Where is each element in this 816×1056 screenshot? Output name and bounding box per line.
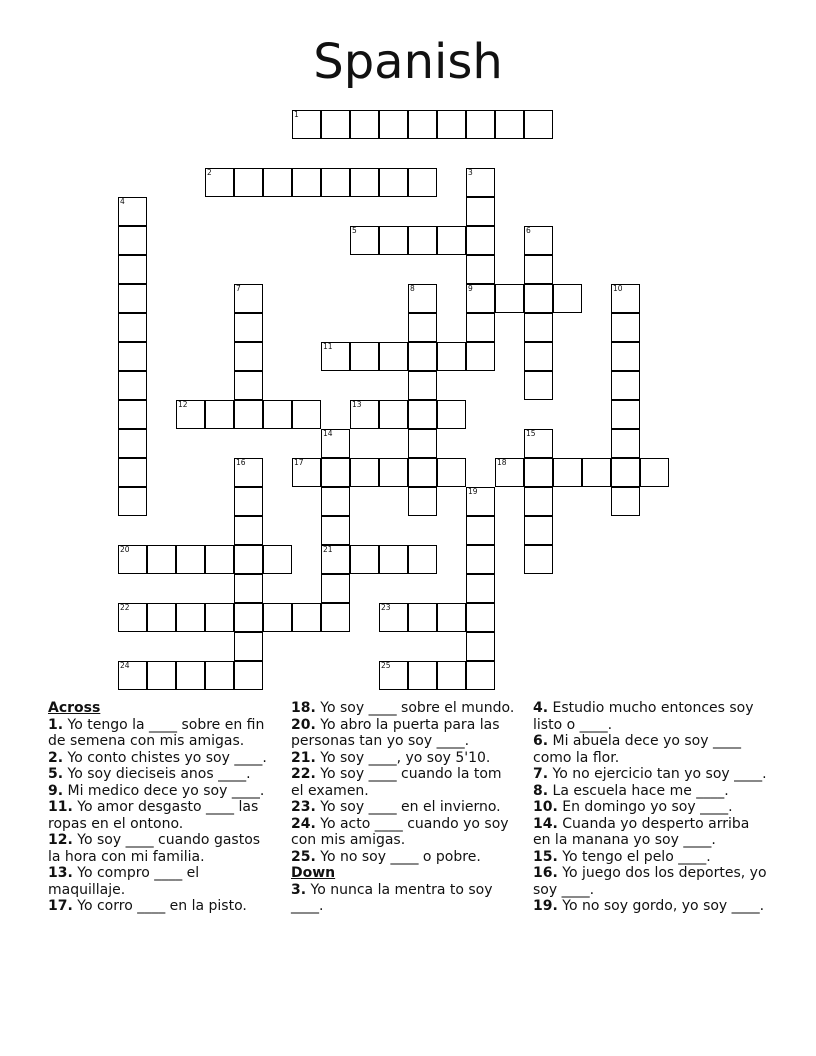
clue-across-17: 17. Yo corro ____ en la pisto. bbox=[48, 898, 247, 914]
grid-cell[interactable] bbox=[234, 487, 263, 516]
cell-number: 17 bbox=[294, 458, 304, 467]
clue-down-14: 14. Cuanda yo desperto arriba en la manana yo soy ____. bbox=[533, 815, 750, 848]
grid-cell[interactable] bbox=[408, 168, 437, 197]
grid-cell[interactable] bbox=[118, 400, 147, 429]
grid-cell[interactable] bbox=[437, 661, 466, 690]
grid-cell[interactable] bbox=[118, 661, 147, 690]
cell-number: 5 bbox=[352, 226, 357, 235]
cell-number: 4 bbox=[120, 197, 125, 206]
grid-cell[interactable] bbox=[408, 603, 437, 632]
grid-cell[interactable] bbox=[118, 342, 147, 371]
grid-cell[interactable] bbox=[118, 255, 147, 284]
grid-cell[interactable] bbox=[611, 400, 640, 429]
grid-cell[interactable] bbox=[205, 168, 234, 197]
grid-cell[interactable] bbox=[437, 603, 466, 632]
grid-cell[interactable] bbox=[408, 110, 437, 139]
grid-cell[interactable] bbox=[379, 110, 408, 139]
grid-cell[interactable] bbox=[118, 226, 147, 255]
clue-across-25: 25. Yo no soy ____ o pobre. bbox=[291, 848, 481, 865]
grid-cell[interactable] bbox=[350, 400, 379, 429]
grid-cell[interactable] bbox=[408, 371, 437, 400]
clues-column-3 bbox=[533, 700, 768, 915]
grid-cell[interactable] bbox=[176, 400, 205, 429]
grid-cell[interactable] bbox=[234, 342, 263, 371]
cell-number: 1 bbox=[294, 110, 299, 119]
grid-cell[interactable] bbox=[611, 284, 640, 313]
clue-across-22: 22. Yo soy ____ cuando la tom el examen. bbox=[291, 766, 502, 799]
grid-cell[interactable] bbox=[495, 110, 524, 139]
clue-across-2: 2. Yo conto chistes yo soy ____. bbox=[48, 749, 267, 766]
clue-down-19: 19. Yo no soy gordo, yo soy ____. bbox=[533, 898, 765, 914]
grid-cell[interactable] bbox=[466, 284, 495, 313]
grid-cell[interactable] bbox=[263, 400, 292, 429]
grid-cell[interactable] bbox=[350, 342, 379, 371]
grid-cell[interactable] bbox=[379, 603, 408, 632]
grid-cell[interactable] bbox=[263, 545, 292, 574]
cell-number: 19 bbox=[468, 487, 478, 496]
cell-number: 9 bbox=[468, 284, 473, 293]
grid-cell[interactable] bbox=[379, 168, 408, 197]
grid-cell[interactable] bbox=[118, 545, 147, 574]
grid-cell[interactable] bbox=[553, 284, 582, 313]
grid-cell[interactable] bbox=[147, 603, 176, 632]
grid-cell[interactable] bbox=[350, 226, 379, 255]
grid-cell[interactable] bbox=[611, 458, 640, 487]
cell-number: 6 bbox=[526, 226, 531, 235]
grid-cell[interactable] bbox=[234, 284, 263, 313]
clue-across-11: 11. Yo amor desgasto ____ las ropas en el ontono. bbox=[48, 799, 259, 832]
cell-number: 2 bbox=[207, 168, 212, 177]
grid-cell[interactable] bbox=[466, 632, 495, 661]
grid-cell[interactable] bbox=[437, 400, 466, 429]
grid-cell[interactable] bbox=[205, 545, 234, 574]
grid-cell[interactable] bbox=[379, 226, 408, 255]
grid-cell[interactable] bbox=[321, 168, 350, 197]
grid-cell[interactable] bbox=[176, 603, 205, 632]
grid-cell[interactable] bbox=[234, 400, 263, 429]
clue-down-7: 7. Yo no ejercicio tan yo soy ____. bbox=[533, 766, 767, 782]
down-heading: Down bbox=[291, 865, 336, 881]
clue-down-4: 4. Estudio mucho entonces soy listo o ____. bbox=[533, 700, 754, 733]
grid-cell[interactable] bbox=[524, 429, 553, 458]
cell-number: 14 bbox=[323, 429, 333, 438]
grid-cell[interactable] bbox=[408, 545, 437, 574]
grid-cell[interactable] bbox=[553, 458, 582, 487]
grid-cell[interactable] bbox=[524, 110, 553, 139]
grid-cell[interactable] bbox=[408, 487, 437, 516]
grid-cell[interactable] bbox=[408, 284, 437, 313]
grid-cell[interactable] bbox=[524, 487, 553, 516]
clue-across-12: 12. Yo soy ____ cuando gastos la hora con mi familia. bbox=[48, 832, 261, 865]
grid-cell[interactable] bbox=[466, 226, 495, 255]
grid-cell[interactable] bbox=[408, 313, 437, 342]
cell-number: 3 bbox=[468, 168, 473, 177]
grid-cell[interactable] bbox=[234, 574, 263, 603]
grid-cell[interactable] bbox=[524, 371, 553, 400]
grid-cell[interactable] bbox=[379, 458, 408, 487]
clue-down-16: 16. Yo juego dos los deportes, yo soy ____. bbox=[533, 865, 767, 898]
cell-number: 18 bbox=[497, 458, 507, 467]
grid-cell[interactable] bbox=[118, 458, 147, 487]
grid-cell[interactable] bbox=[408, 400, 437, 429]
cell-number: 13 bbox=[352, 400, 362, 409]
clue-across-20: 20. Yo abro la puerta para las personas tan yo soy ____. bbox=[291, 716, 500, 749]
grid-cell[interactable] bbox=[234, 632, 263, 661]
cell-number: 21 bbox=[323, 545, 333, 554]
grid-cell[interactable] bbox=[263, 603, 292, 632]
grid-cell[interactable] bbox=[408, 342, 437, 371]
grid-cell[interactable] bbox=[147, 545, 176, 574]
grid-cell[interactable] bbox=[321, 545, 350, 574]
grid-cell[interactable] bbox=[205, 400, 234, 429]
grid-cell[interactable] bbox=[466, 661, 495, 690]
grid-cell[interactable] bbox=[466, 603, 495, 632]
grid-cell[interactable] bbox=[321, 516, 350, 545]
clue-across-13: 13. Yo compro ____ el maquillaje. bbox=[48, 865, 200, 898]
grid-cell[interactable] bbox=[437, 342, 466, 371]
page-title: Spanish bbox=[313, 34, 503, 90]
grid-cell[interactable] bbox=[292, 168, 321, 197]
grid-cell[interactable] bbox=[234, 661, 263, 690]
grid-cell[interactable] bbox=[466, 197, 495, 226]
grid-cell[interactable] bbox=[292, 110, 321, 139]
grid-cell[interactable] bbox=[234, 516, 263, 545]
clue-down-10: 10. En domingo yo soy ____. bbox=[533, 799, 733, 815]
grid-cell[interactable] bbox=[118, 429, 147, 458]
clue-across-9: 9. Mi medico dece yo soy ____. bbox=[48, 782, 265, 799]
grid-cell[interactable] bbox=[466, 516, 495, 545]
grid-cell[interactable] bbox=[321, 574, 350, 603]
cell-number: 23 bbox=[381, 603, 391, 612]
grid-cell[interactable] bbox=[292, 458, 321, 487]
grid-cell[interactable] bbox=[466, 574, 495, 603]
grid-cell[interactable] bbox=[321, 487, 350, 516]
grid-cell[interactable] bbox=[466, 110, 495, 139]
clue-across-1: 1. Yo tengo la ____ sobre en fin de semena con mis amigas. bbox=[48, 716, 265, 749]
grid-cell[interactable] bbox=[234, 545, 263, 574]
grid-cell[interactable] bbox=[321, 429, 350, 458]
grid-cell[interactable] bbox=[234, 168, 263, 197]
grid-cell[interactable] bbox=[176, 545, 205, 574]
clues-column-2 bbox=[291, 700, 517, 915]
grid-cell[interactable] bbox=[350, 110, 379, 139]
grid-cell[interactable] bbox=[611, 487, 640, 516]
grid-cell[interactable] bbox=[118, 487, 147, 516]
grid-cell[interactable] bbox=[234, 313, 263, 342]
grid-cell[interactable] bbox=[466, 342, 495, 371]
grid-cell[interactable] bbox=[292, 603, 321, 632]
grid-cell[interactable] bbox=[611, 429, 640, 458]
grid-cell[interactable] bbox=[321, 603, 350, 632]
grid-cell[interactable] bbox=[379, 661, 408, 690]
cell-number: 12 bbox=[178, 400, 188, 409]
grid-cell[interactable] bbox=[611, 371, 640, 400]
grid-cell[interactable] bbox=[408, 226, 437, 255]
grid-cell[interactable] bbox=[118, 371, 147, 400]
cell-number: 16 bbox=[236, 458, 246, 467]
grid-cell[interactable] bbox=[524, 255, 553, 284]
grid-cell[interactable] bbox=[234, 603, 263, 632]
grid-cell[interactable] bbox=[437, 110, 466, 139]
grid-cell[interactable] bbox=[350, 168, 379, 197]
grid-cell[interactable] bbox=[524, 226, 553, 255]
cell-number: 10 bbox=[613, 284, 623, 293]
grid-cell[interactable] bbox=[466, 255, 495, 284]
grid-cell[interactable] bbox=[118, 603, 147, 632]
grid-cell[interactable] bbox=[408, 458, 437, 487]
grid-cell[interactable] bbox=[611, 313, 640, 342]
grid-cell[interactable] bbox=[524, 458, 553, 487]
grid-cell[interactable] bbox=[466, 487, 495, 516]
cell-number: 22 bbox=[120, 603, 130, 612]
grid-cell[interactable] bbox=[524, 342, 553, 371]
grid-cell[interactable] bbox=[234, 371, 263, 400]
clue-down-8: 8. La escuela hace me ____. bbox=[533, 782, 729, 799]
grid-cell[interactable] bbox=[118, 284, 147, 313]
grid-cell[interactable] bbox=[466, 545, 495, 574]
grid-cell[interactable] bbox=[292, 400, 321, 429]
grid-cell[interactable] bbox=[495, 284, 524, 313]
cell-number: 25 bbox=[381, 661, 391, 670]
grid-cell[interactable] bbox=[437, 458, 466, 487]
cell-number: 11 bbox=[323, 342, 333, 351]
grid-cell[interactable] bbox=[640, 458, 669, 487]
cell-number: 15 bbox=[526, 429, 536, 438]
grid-cell[interactable] bbox=[321, 110, 350, 139]
grid-cell[interactable] bbox=[205, 661, 234, 690]
grid-cell[interactable] bbox=[466, 168, 495, 197]
grid-cell[interactable] bbox=[524, 284, 553, 313]
clues-column-1 bbox=[48, 700, 274, 915]
clue-across-5: 5. Yo soy dieciseis anos ____. bbox=[48, 766, 251, 782]
grid-cell[interactable] bbox=[582, 458, 611, 487]
grid-cell[interactable] bbox=[263, 168, 292, 197]
cell-number: 20 bbox=[120, 545, 130, 554]
grid-cell[interactable] bbox=[524, 313, 553, 342]
grid-cell[interactable] bbox=[234, 458, 263, 487]
grid-cell[interactable] bbox=[379, 342, 408, 371]
grid-cell[interactable] bbox=[350, 458, 379, 487]
grid-cell[interactable] bbox=[118, 313, 147, 342]
cell-number: 24 bbox=[120, 661, 130, 670]
clue-across-24: 24. Yo acto ____ cuando yo soy con mis amigas. bbox=[291, 815, 509, 848]
grid-cell[interactable] bbox=[408, 429, 437, 458]
cell-number: 8 bbox=[410, 284, 415, 293]
clue-across-21: 21. Yo soy ____, yo soy 5'10. bbox=[291, 749, 491, 766]
cell-number: 7 bbox=[236, 284, 241, 293]
grid-cell[interactable] bbox=[379, 400, 408, 429]
grid-cell[interactable] bbox=[611, 342, 640, 371]
grid-cell[interactable] bbox=[466, 313, 495, 342]
clue-across-23: 23. Yo soy ____ en el invierno. bbox=[291, 799, 501, 815]
grid-cell[interactable] bbox=[350, 545, 379, 574]
grid-cell[interactable] bbox=[205, 603, 234, 632]
grid-cell[interactable] bbox=[118, 197, 147, 226]
clue-down-15: 15. Yo tengo el pelo ____. bbox=[533, 848, 711, 865]
clue-down-3: 3. Yo nunca la mentra to soy ____. bbox=[291, 881, 493, 914]
grid-cell[interactable] bbox=[321, 342, 350, 371]
grid-cell[interactable] bbox=[495, 458, 524, 487]
grid-cell[interactable] bbox=[321, 458, 350, 487]
grid-cell[interactable] bbox=[437, 226, 466, 255]
grid-cell[interactable] bbox=[524, 516, 553, 545]
grid-cell[interactable] bbox=[379, 545, 408, 574]
grid-cell[interactable] bbox=[147, 661, 176, 690]
across-heading: Across bbox=[48, 700, 101, 716]
grid-cell[interactable] bbox=[408, 661, 437, 690]
grid-cell[interactable] bbox=[176, 661, 205, 690]
clue-across-18: 18. Yo soy ____ sobre el mundo. bbox=[291, 700, 515, 716]
grid-cell[interactable] bbox=[524, 545, 553, 574]
clue-down-6: 6. Mi abuela dece yo soy ____ como la flor. bbox=[533, 733, 741, 766]
